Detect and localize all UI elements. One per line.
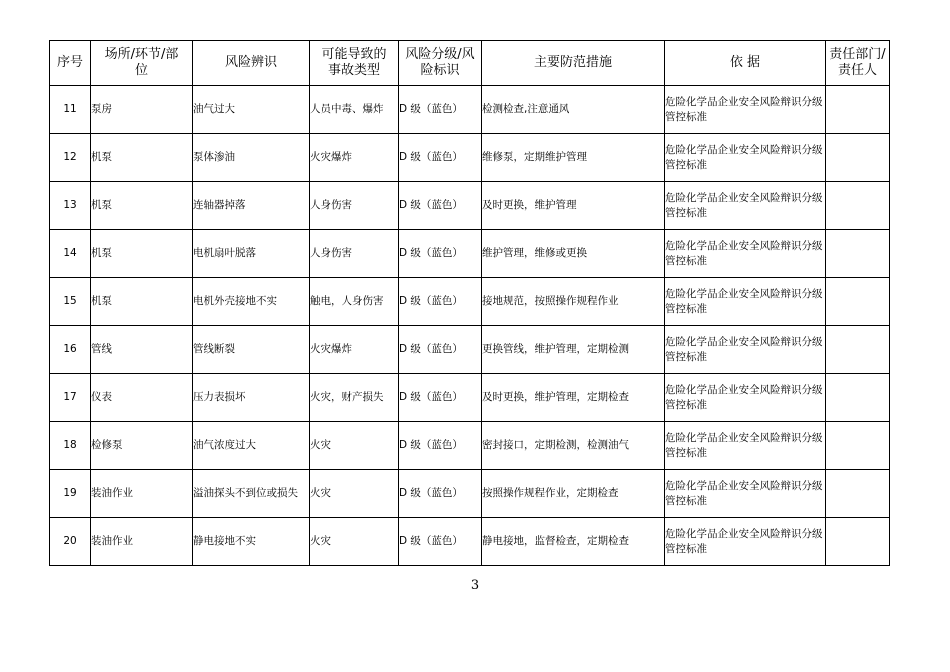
risk-level-cell: D 级（蓝色） <box>399 422 482 470</box>
place-cell: 检修泵 <box>91 422 193 470</box>
place-cell: 机泵 <box>91 182 193 230</box>
measure-cell: 检测检查,注意通风 <box>482 86 665 134</box>
risk-cell: 油气浓度过大 <box>193 422 310 470</box>
owner-cell <box>826 470 890 518</box>
header-cell: 责任部门/责任人 <box>826 41 890 86</box>
risk-level-cell: D 级（蓝色） <box>399 326 482 374</box>
measure-cell: 密封接口，定期检测，检测油气 <box>482 422 665 470</box>
risk-level-cell: D 级（蓝色） <box>399 374 482 422</box>
risk-level-cell: D 级（蓝色） <box>399 518 482 566</box>
place-cell: 装油作业 <box>91 518 193 566</box>
table-row <box>50 470 890 518</box>
row-number: 19 <box>50 470 91 518</box>
accident-type-cell: 火灾爆炸 <box>310 326 399 374</box>
header-cell: 风险辨识 <box>193 41 310 86</box>
table-row <box>50 86 890 134</box>
risk-level-cell: D 级（蓝色） <box>399 230 482 278</box>
accident-type-cell: 火灾 <box>310 518 399 566</box>
row-number: 15 <box>50 278 91 326</box>
table-row <box>50 518 890 566</box>
owner-cell <box>826 134 890 182</box>
measure-cell: 接地规范，按照操作规程作业 <box>482 278 665 326</box>
risk-cell: 连轴器掉落 <box>193 182 310 230</box>
measure-cell: 及时更换，维护管理 <box>482 182 665 230</box>
basis-cell: 危险化学品企业安全风险辩识分级管控标准 <box>665 422 826 470</box>
accident-type-cell: 人员中毒、爆炸 <box>310 86 399 134</box>
row-number: 12 <box>50 134 91 182</box>
basis-cell: 危险化学品企业安全风险辩识分级管控标准 <box>665 182 826 230</box>
table-row <box>50 278 890 326</box>
basis-cell: 危险化学品企业安全风险辩识分级管控标准 <box>665 278 826 326</box>
basis-cell: 危险化学品企业安全风险辩识分级管控标准 <box>665 86 826 134</box>
row-number: 11 <box>50 86 91 134</box>
accident-type-cell: 火灾 <box>310 470 399 518</box>
table-row <box>50 182 890 230</box>
measure-cell: 按照操作规程作业，定期检查 <box>482 470 665 518</box>
header-cell: 可能导致的事故类型 <box>310 41 399 86</box>
place-cell: 机泵 <box>91 278 193 326</box>
page-number: 3 <box>470 578 480 593</box>
risk-cell: 电机扇叶脱落 <box>193 230 310 278</box>
owner-cell <box>826 422 890 470</box>
measure-cell: 维修泵，定期维护管理 <box>482 134 665 182</box>
header-cell: 场所/环节/部位 <box>91 41 193 86</box>
table-row <box>50 422 890 470</box>
header-cell: 主要防范措施 <box>482 41 665 86</box>
table-row <box>50 134 890 182</box>
header-row <box>50 41 890 86</box>
row-number: 16 <box>50 326 91 374</box>
header-cell: 序号 <box>50 41 91 86</box>
row-number: 20 <box>50 518 91 566</box>
table-row <box>50 230 890 278</box>
owner-cell <box>826 86 890 134</box>
owner-cell <box>826 278 890 326</box>
risk-level-cell: D 级（蓝色） <box>399 86 482 134</box>
place-cell: 机泵 <box>91 134 193 182</box>
accident-type-cell: 人身伤害 <box>310 182 399 230</box>
row-number: 13 <box>50 182 91 230</box>
row-number: 14 <box>50 230 91 278</box>
measure-cell: 静电接地，监督检查，定期检查 <box>482 518 665 566</box>
basis-cell: 危险化学品企业安全风险辩识分级管控标准 <box>665 518 826 566</box>
header-cell: 风险分级/风险标识 <box>399 41 482 86</box>
accident-type-cell: 触电，人身伤害 <box>310 278 399 326</box>
owner-cell <box>826 182 890 230</box>
risk-cell: 溢油探头不到位或损失 <box>193 470 310 518</box>
accident-type-cell: 人身伤害 <box>310 230 399 278</box>
place-cell: 装油作业 <box>91 470 193 518</box>
place-cell: 仪表 <box>91 374 193 422</box>
basis-cell: 危险化学品企业安全风险辩识分级管控标准 <box>665 326 826 374</box>
header-cell: 依 据 <box>665 41 826 86</box>
place-cell: 机泵 <box>91 230 193 278</box>
table-row <box>50 374 890 422</box>
row-number: 18 <box>50 422 91 470</box>
place-cell: 泵房 <box>91 86 193 134</box>
accident-type-cell: 火灾 <box>310 422 399 470</box>
basis-cell: 危险化学品企业安全风险辩识分级管控标准 <box>665 470 826 518</box>
risk-level-cell: D 级（蓝色） <box>399 134 482 182</box>
risk-cell: 管线断裂 <box>193 326 310 374</box>
place-cell: 管线 <box>91 326 193 374</box>
measure-cell: 及时更换，维护管理，定期检查 <box>482 374 665 422</box>
risk-cell: 压力表损坏 <box>193 374 310 422</box>
risk-level-cell: D 级（蓝色） <box>399 278 482 326</box>
row-number: 17 <box>50 374 91 422</box>
measure-cell: 维护管理，维修或更换 <box>482 230 665 278</box>
risk-cell: 电机外壳接地不实 <box>193 278 310 326</box>
accident-type-cell: 火灾爆炸 <box>310 134 399 182</box>
table-row <box>50 326 890 374</box>
basis-cell: 危险化学品企业安全风险辩识分级管控标准 <box>665 374 826 422</box>
owner-cell <box>826 230 890 278</box>
risk-table <box>49 40 890 566</box>
measure-cell: 更换管线，维护管理，定期检测 <box>482 326 665 374</box>
risk-cell: 泵体渗油 <box>193 134 310 182</box>
risk-cell: 油气过大 <box>193 86 310 134</box>
risk-level-cell: D 级（蓝色） <box>399 470 482 518</box>
owner-cell <box>826 326 890 374</box>
accident-type-cell: 火灾，财产损失 <box>310 374 399 422</box>
basis-cell: 危险化学品企业安全风险辩识分级管控标准 <box>665 134 826 182</box>
risk-level-cell: D 级（蓝色） <box>399 182 482 230</box>
risk-cell: 静电接地不实 <box>193 518 310 566</box>
basis-cell: 危险化学品企业安全风险辩识分级管控标准 <box>665 230 826 278</box>
owner-cell <box>826 518 890 566</box>
owner-cell <box>826 374 890 422</box>
